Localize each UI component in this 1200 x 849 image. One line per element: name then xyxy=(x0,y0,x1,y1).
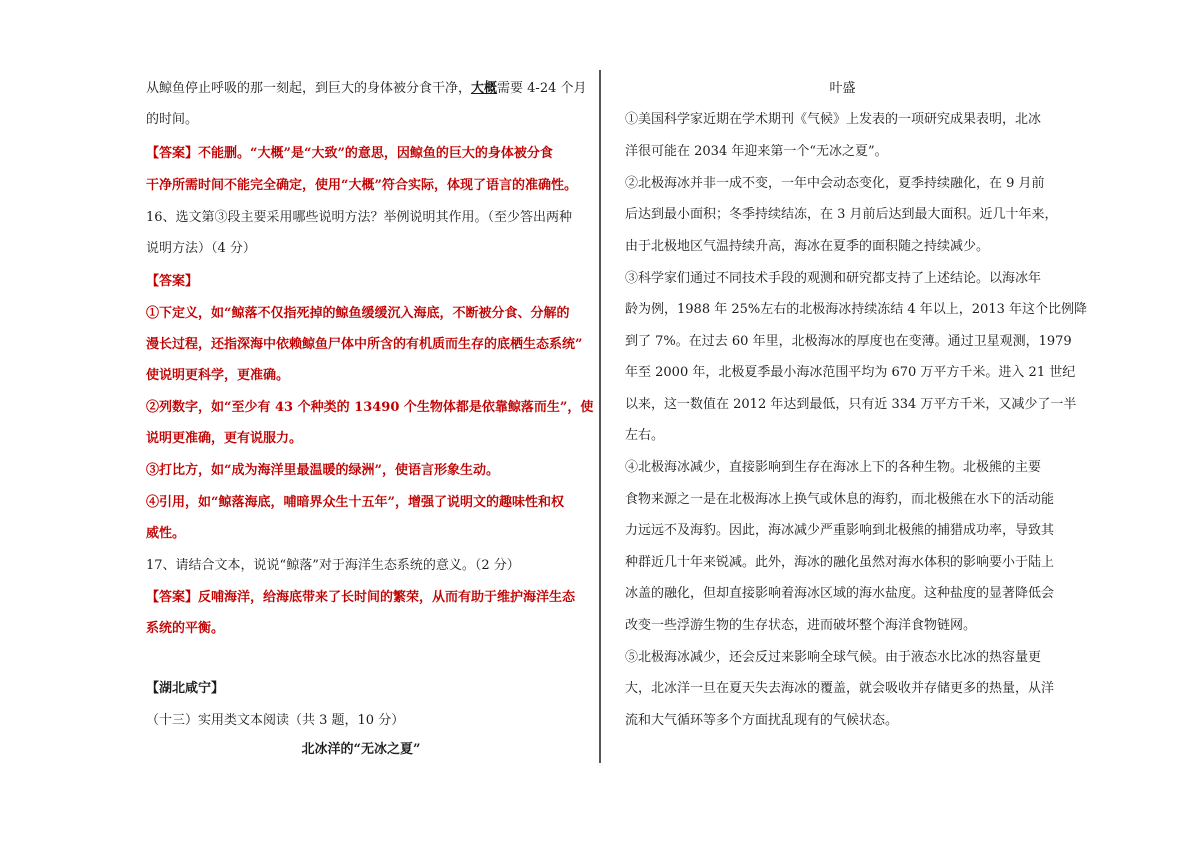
text-span: 从鲸鱼停止呼吸的那一刻起，到巨大的身体被分食干净， xyxy=(146,81,472,96)
question-16: 16、选文第③段主要采用哪些说明方法？举例说明其作用。（至少答出两种 xyxy=(146,210,573,225)
answer-line: 说明更准确，更有说服力。 xyxy=(146,431,303,446)
answer-tag: 【答案】 xyxy=(146,146,199,161)
answer-tag: 【答案】 xyxy=(146,590,199,605)
answer-text: 不能删。“大概”是“大致”的意思，因鲸鱼的巨大的身体被分食 xyxy=(198,146,553,161)
paragraph-line: 大，北冰洋一旦在夏天失去海冰的覆盖，就会吸收并存储更多的热量，从洋 xyxy=(625,681,1055,696)
paragraph-line: 由于北极地区气温持续升高，海冰在夏季的面积随之持续减少。 xyxy=(625,239,990,254)
paragraph-line: ④北极海冰减少，直接影响到生存在海冰上下的各种生物。北极熊的主要 xyxy=(625,460,1042,475)
paragraph-line: 以来，这一数值在 2012 年达到最低，只有近 334 万平方千米，又减少了一半 xyxy=(625,397,1077,412)
paragraph-line: 后达到最小面积；冬季持续结冻，在 3 月前后达到最大面积。近几十年来， xyxy=(625,207,1058,222)
paragraph-line: 龄为例，1988 年 25%左右的北极海冰持续冻结 4 年以上，2013 年这个比例降 xyxy=(625,302,1087,317)
paragraph-line: 冰盖的融化，但却直接影响着海冰区域的海水盐度。这种盐度的显著降低会 xyxy=(625,586,1055,601)
answer-tag: 【答案】 xyxy=(146,274,199,289)
paragraph-line: ②北极海冰并非一成不变，一年中会动态变化，夏季持续融化，在 9 月前 xyxy=(625,176,1045,191)
author-name: 叶盛 xyxy=(829,81,856,96)
answer-line: ④引用，如“鲸落海底，哺暗界众生十五年”，增强了说明文的趣味性和权 xyxy=(146,495,564,510)
answer-line: 使说明更科学，更准确。 xyxy=(146,368,290,383)
paragraph-line: 年至 2000 年，北极夏季最小海冰范围平均为 670 万平方千米。进入 21 世纪 xyxy=(625,365,1076,380)
answer-text: 反哺海洋，给海底带来了长时间的繁荣，从而有助于维护海洋生态 xyxy=(198,590,576,605)
paragraph-line: 左右。 xyxy=(625,428,665,443)
paragraph-line: ⑤北极海冰减少，还会反过来影响全球气候。由于液态水比冰的热容量更 xyxy=(625,650,1042,665)
paragraph-line: 食物来源之一是在北极海冰上换气或休息的海豹，而北极熊在水下的活动能 xyxy=(625,492,1055,507)
text-line xyxy=(146,80,587,98)
text-span: 需要 4-24 个月 xyxy=(497,81,587,96)
column-divider xyxy=(599,70,601,763)
answer-line: ②列数字，如“至少有 43 个种类的 13490 个生物体都是依靠鲸落而生”，使 xyxy=(146,400,594,415)
answer-line: 干净所需时间不能完全确定，使用“大概”符合实际，体现了语言的准确性。 xyxy=(146,178,577,193)
paragraph-line: ③科学家们通过不同技术手段的观测和研究都支持了上述结论。以海冰年 xyxy=(625,271,1042,286)
answer-line: 系统的平衡。 xyxy=(146,621,225,636)
article-title: 北冰洋的“无冰之夏” xyxy=(301,742,421,757)
paragraph-line: 力远远不及海豹。因此，海冰减少严重影响到北极熊的捕猎成功率，导致其 xyxy=(625,523,1055,538)
answer-line: ①下定义，如“鲸落不仅指死掉的鲸鱼缓缓沉入海底，不断被分食、分解的 xyxy=(146,306,570,321)
answer-line: 漫长过程，还指深海中依赖鲸鱼尸体中所含的有机质而生存的底栖生态系统” xyxy=(146,337,583,352)
question-17: 17、请结合文本，说说“鲸落”对于海洋生态系统的意义。（2 分） xyxy=(146,558,520,573)
section-heading: 【湖北咸宁】 xyxy=(146,681,225,696)
paragraph-line: 改变一些浮游生物的生存状态，进而破坏整个海洋食物链网。 xyxy=(625,618,977,633)
subsection-heading: （十三）实用类文本阅读（共 3 题，10 分） xyxy=(146,713,405,728)
paragraph-line: 到了 7%。在过去 60 年里，北极海冰的厚度也在变薄。通过卫星观测，1979 xyxy=(625,334,1072,349)
answer-line xyxy=(146,589,575,607)
paragraph-line: 种群近几十年来锐减。此外，海冰的融化虽然对海水体积的影响要小于陆上 xyxy=(625,555,1055,570)
keyword-underlined: 大概 xyxy=(471,81,498,96)
text-line: 的时间。 xyxy=(146,112,199,127)
paragraph-line: 流和大气循环等多个方面扰乱现有的气候状态。 xyxy=(625,713,899,728)
answer-line: ③打比方，如“成为海洋里最温暖的绿洲”，使语言形象生动。 xyxy=(146,463,499,478)
answer-line xyxy=(146,145,553,163)
question-16-cont: 说明方法）（4 分） xyxy=(146,241,256,256)
paragraph-line: ①美国科学家近期在学术期刊《气候》上发表的一项研究成果表明，北冰 xyxy=(625,112,1042,127)
answer-line: 威性。 xyxy=(146,526,186,541)
paragraph-line: 洋很可能在 2034 年迎来第一个“无冰之夏”。 xyxy=(625,144,888,159)
